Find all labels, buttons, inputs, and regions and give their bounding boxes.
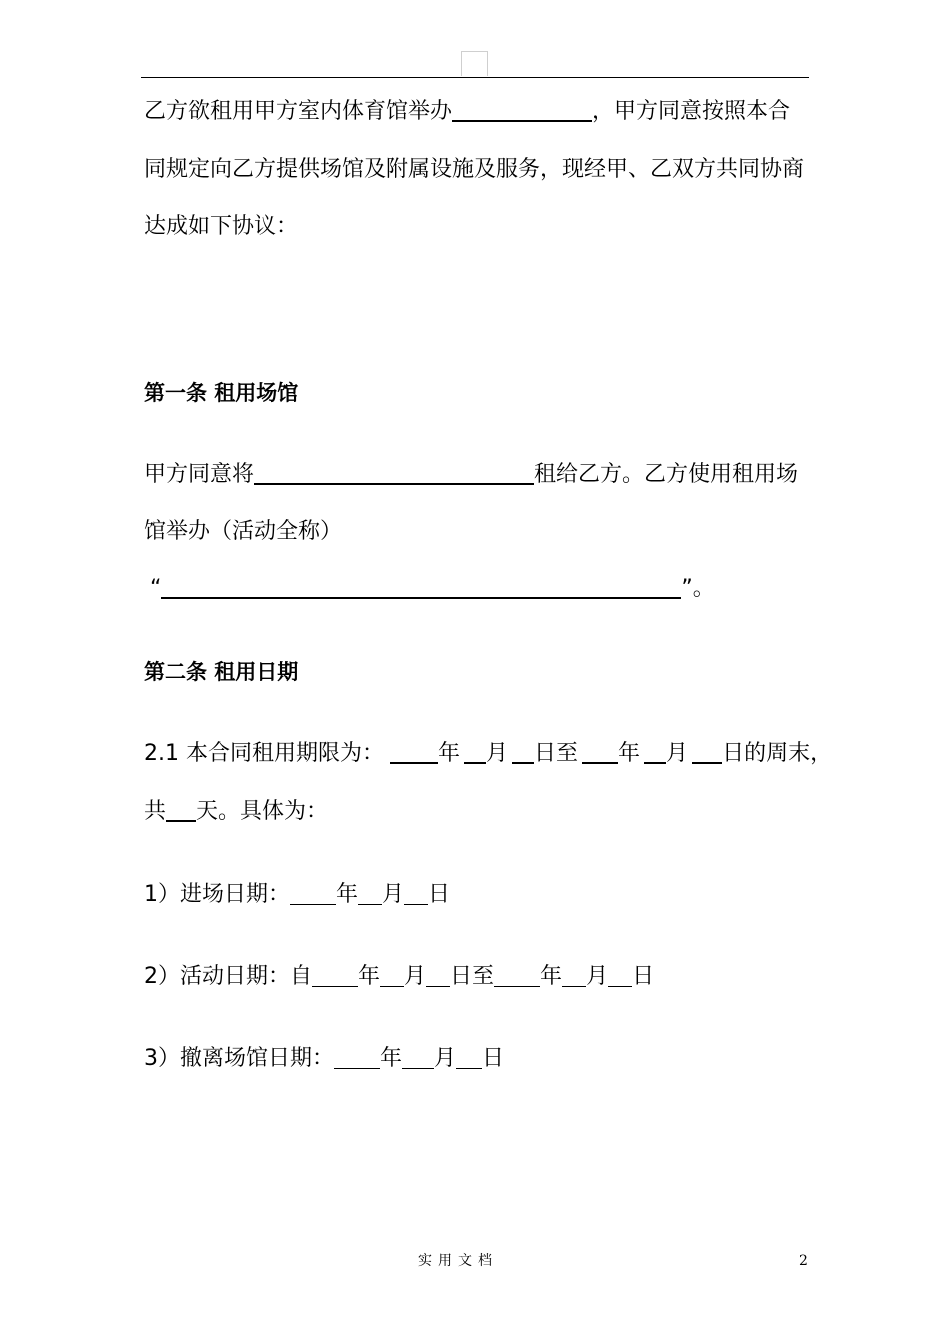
exit-day-blank[interactable] [456,1046,482,1069]
event-date-label: 2）活动日期：自 [144,964,312,989]
start-day-blank[interactable] [512,740,534,764]
clause-total-suffix: 天。具体为： [196,799,329,824]
activity-name-blank-a[interactable] [161,575,221,599]
clause-day-to: 日至 [534,741,579,766]
total-days-blank[interactable] [166,798,196,822]
exit-month: 月 [434,1046,457,1071]
intro-text-b: ，甲方同意按照本合 [592,99,791,124]
clause-2-1-line-2 [144,797,328,827]
clause-suffix: 日的周末， [722,741,833,766]
footer-text: 实用文档 [418,1253,498,1269]
article-1-text-line-2: 馆举办（活动全称） [144,519,343,544]
entry-day: 日 [428,882,451,907]
quote-close: ”。 [681,576,715,601]
entry-month: 月 [382,882,405,907]
header-box [461,51,488,76]
event-month-2: 月 [586,964,609,989]
quote-open: “ [150,576,162,601]
entry-date-line [144,880,450,910]
exit-year-blank[interactable] [334,1046,380,1069]
start-year-blank[interactable] [390,740,438,764]
venue-blank[interactable] [254,461,534,485]
exit-month-blank[interactable] [402,1046,434,1069]
clause-2-1-line-1 [144,739,832,769]
clause-total-prefix: 共 [144,799,167,824]
exit-day: 日 [482,1046,505,1071]
end-year-blank[interactable] [582,740,618,764]
clause-month-1: 月 [486,741,509,766]
event-start-month-blank[interactable] [380,964,404,987]
activity-name-line [150,574,715,604]
entry-date-label: 1）进场日期： [144,882,290,907]
end-day-blank[interactable] [692,740,722,764]
exit-year: 年 [380,1046,403,1071]
exit-date-label: 3）撤离场馆日期： [144,1046,334,1071]
event-end-day-blank[interactable] [608,964,632,987]
intro-line-3 [144,212,298,242]
event-start-day-blank[interactable] [426,964,450,987]
intro-text-line-2: 同规定向乙方提供场馆及附属设施及服务，现经甲、乙双方共同协商 [144,157,805,182]
header-rule [141,77,809,78]
entry-year: 年 [336,882,359,907]
article-1-heading: 第一条 租用场馆 [144,381,299,405]
article-1-line-1 [144,460,798,490]
exit-date-line [144,1044,504,1074]
event-day-to: 日至 [450,964,495,989]
event-day: 日 [632,964,655,989]
entry-year-blank[interactable] [290,882,336,905]
intro-text-line-3: 达成如下协议： [144,214,299,239]
intro-line-2 [144,155,804,185]
entry-month-blank[interactable] [358,882,382,905]
clause-year-2: 年 [618,741,641,766]
intro-line-1 [144,97,790,127]
clause-2-1-prefix: 2.1 本合同租用期限为： [144,741,384,766]
event-end-year-blank[interactable] [494,964,540,987]
event-name-blank[interactable] [452,98,592,122]
event-year-2: 年 [540,964,563,989]
event-end-month-blank[interactable] [562,964,586,987]
clause-year-1: 年 [437,741,460,766]
entry-day-blank[interactable] [404,882,428,905]
event-year-1: 年 [358,964,381,989]
article-1-line-2 [144,517,342,547]
article-1-text-a: 甲方同意将 [144,462,255,487]
clause-month-2: 月 [666,741,689,766]
article-2-heading: 第二条 租用日期 [144,660,299,684]
page-number: 2 [799,1253,808,1269]
event-start-year-blank[interactable] [312,964,358,987]
event-date-line [144,962,654,992]
intro-text-a: 乙方欲租用甲方室内体育馆举办 [144,99,453,124]
event-month-1: 月 [404,964,427,989]
start-month-blank[interactable] [464,740,486,764]
end-month-blank[interactable] [644,740,666,764]
activity-name-blank-b[interactable] [221,575,681,599]
article-1-text-b: 租给乙方。乙方使用租用场 [534,462,799,487]
